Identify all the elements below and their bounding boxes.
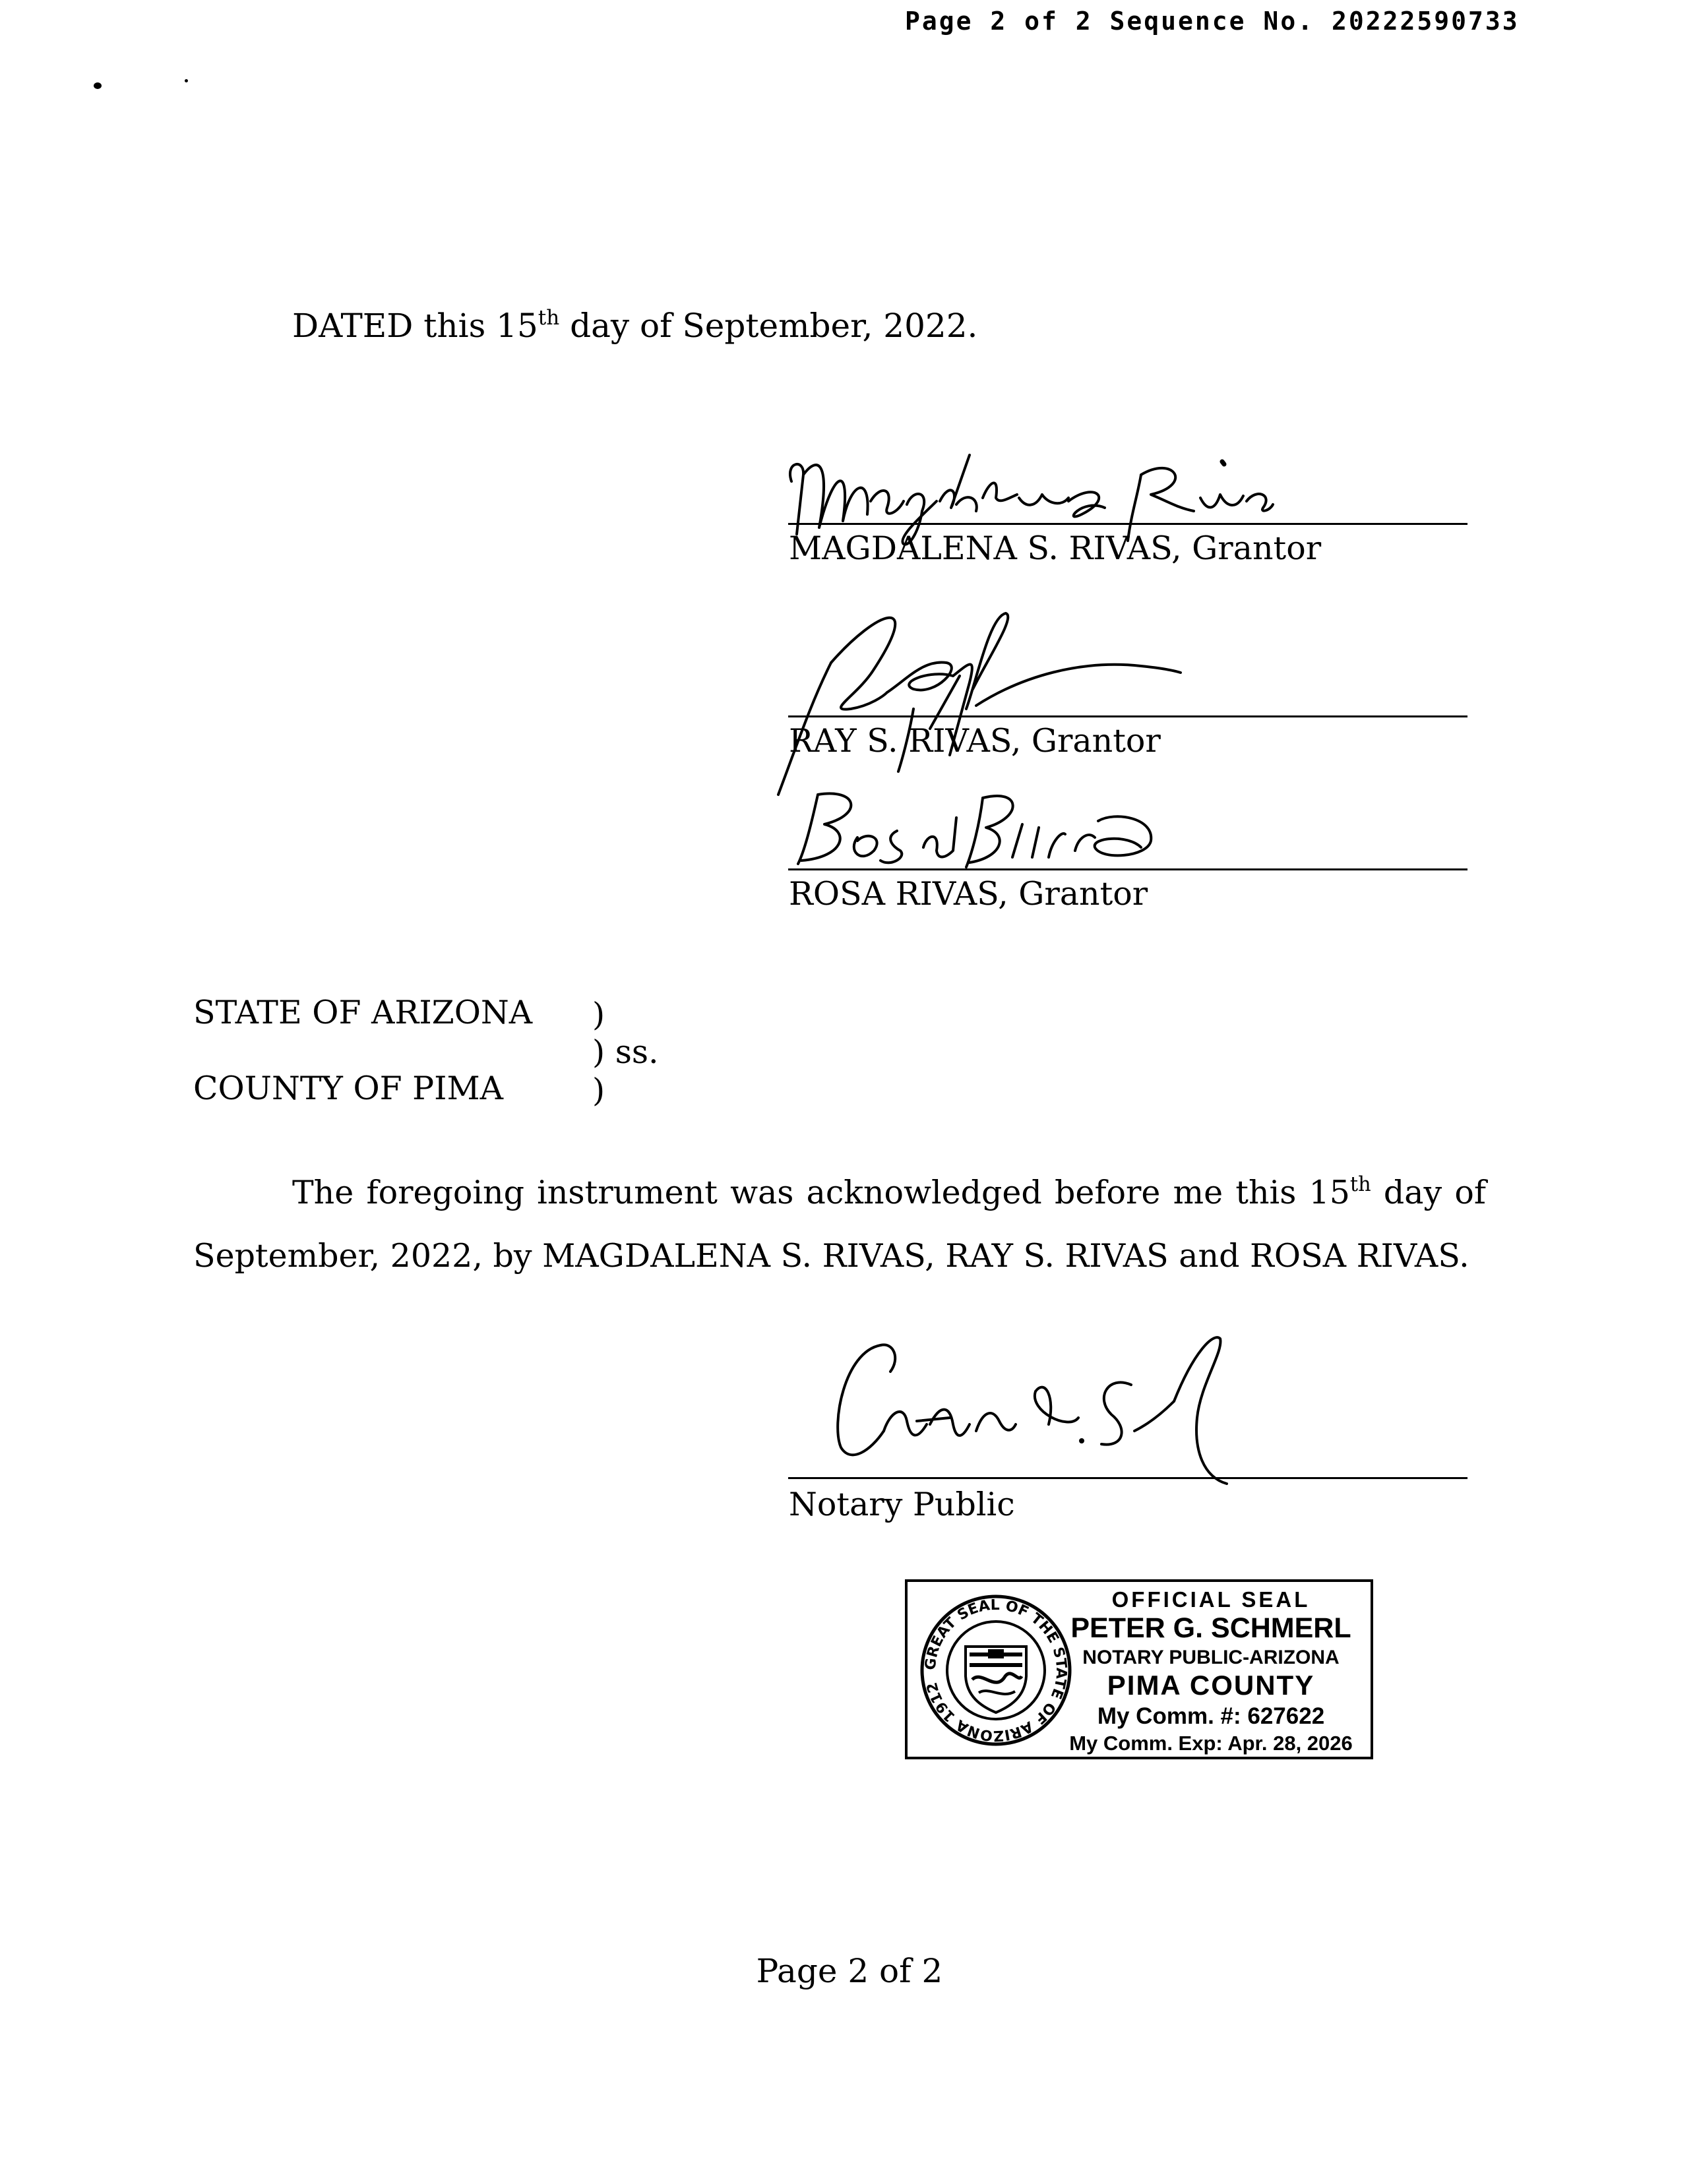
venue-paren: ) — [592, 996, 605, 1033]
arizona-state-seal-emblem — [919, 1594, 1072, 1747]
venue-county: COUNTY OF PIMA — [193, 1070, 504, 1107]
venue-state: STATE OF ARIZONA — [193, 994, 533, 1031]
notary-seal-stamp — [905, 1579, 1373, 1759]
seal-notary-name: PETER G. SCHMERL — [1070, 1612, 1351, 1644]
scan-speck — [185, 79, 188, 82]
signature-line — [788, 1477, 1467, 1479]
page-number: Page 2 of 2 — [756, 1952, 943, 1990]
recording-stamp: Page 2 of 2 Sequence No. 20222590733 — [905, 7, 1520, 36]
signature-line — [788, 868, 1467, 870]
seal-commission-number: My Comm. #: 627622 — [1097, 1703, 1325, 1729]
seal-county: PIMA COUNTY — [1107, 1670, 1315, 1701]
seal-title: OFFICIAL SEAL — [1111, 1587, 1311, 1612]
notary-signature — [818, 1325, 1266, 1490]
dated-line — [292, 307, 977, 345]
notary-caption: Notary Public — [789, 1486, 1015, 1523]
grantor-caption: MAGDALENA S. RIVAS, Grantor — [789, 530, 1322, 567]
signature-line — [788, 523, 1467, 525]
acknowledgment-paragraph — [193, 1161, 1486, 1288]
grantor-caption: ROSA RIVAS, Grantor — [789, 875, 1148, 913]
scan-speck — [94, 82, 102, 89]
dated-ordinal: th — [538, 305, 560, 330]
dated-prefix: DATED this 15 — [292, 307, 538, 345]
dated-rest: day of September, 2022. — [559, 307, 978, 345]
svg-text:GREAT SEAL OF THE STATE OF ARI: GREAT SEAL OF THE STATE OF ARIZONA 1912 — [922, 1596, 1070, 1744]
seal-commission-state: NOTARY PUBLIC-ARIZONA — [1082, 1647, 1340, 1668]
venue-ss: ) ss. — [592, 1033, 659, 1071]
grantor-caption: RAY S. RIVAS, Grantor — [789, 722, 1161, 760]
acknowledgment-line-2: September, 2022, by MAGDALENA S. RIVAS, RAY S. RIVAS and ROSA RIVAS. — [193, 1237, 1469, 1275]
venue-paren: ) — [592, 1072, 605, 1109]
acknowledgment-line-1 — [193, 1161, 1486, 1225]
ack-text: The foregoing instrument was acknowledged before me this 15 — [292, 1174, 1350, 1211]
grantor-signature-rosa — [785, 785, 1181, 870]
ack-text-end: day of — [1371, 1174, 1486, 1211]
ack-ordinal: th — [1349, 1173, 1371, 1197]
grantor-signature-ray — [772, 597, 1253, 814]
seal-text-block — [1053, 1587, 1369, 1753]
signature-line — [788, 715, 1467, 717]
seal-commission-expiration: My Comm. Exp: Apr. 28, 2026 — [1069, 1732, 1353, 1755]
